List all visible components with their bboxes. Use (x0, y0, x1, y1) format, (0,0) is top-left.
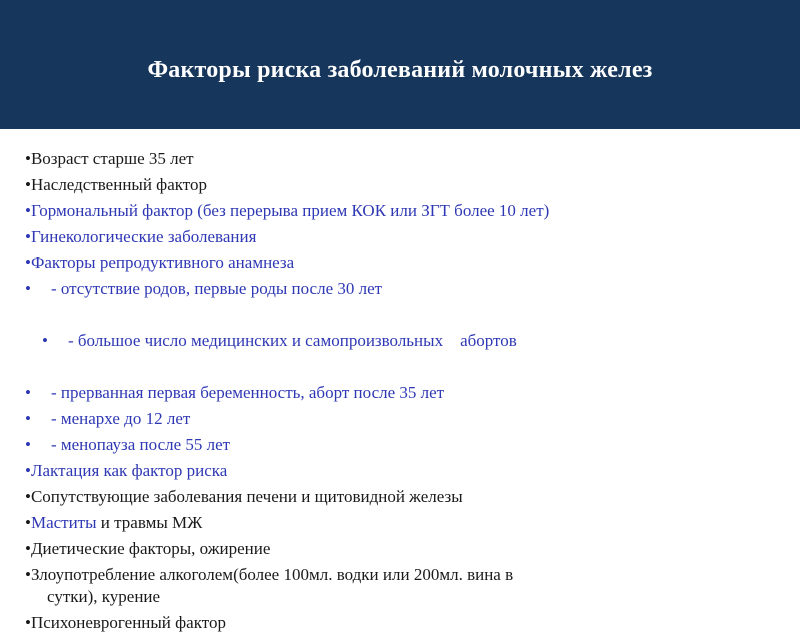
list-item-text: - прерванная первая беременность, аборт после 35 лет (50, 383, 445, 402)
list-item (25, 458, 785, 484)
list-item (25, 198, 785, 224)
slide-title: Факторы риска заболеваний молочных желез (147, 56, 653, 83)
list-item (25, 510, 785, 536)
list-item-text: - большое число медицинских и самопроизвольных абортов (67, 331, 517, 350)
list-item-text: Гинекологические заболевания (30, 227, 257, 246)
list-item (25, 380, 785, 406)
risk-factor-list (25, 146, 785, 636)
list-item-text: Психоневрогенный фактор (30, 613, 226, 632)
list-item-text: Факторы репродуктивного анамнеза (30, 253, 295, 272)
list-item-text: и травмы МЖ (96, 513, 203, 532)
bullet-icon: • (25, 513, 31, 532)
list-item (25, 276, 785, 302)
list-item (25, 172, 785, 198)
bullet-icon: • (25, 175, 31, 194)
bullet-icon: • (25, 149, 31, 168)
list-item (25, 224, 785, 250)
list-item (25, 146, 785, 172)
list-item-text: Сопутствующие заболевания печени и щитовидной железы (30, 487, 463, 506)
bullet-icon: • (25, 227, 31, 246)
list-item-text: Гормональный фактор (без перерыва прием КОК или ЗГТ более 10 лет) (30, 201, 550, 220)
list-item-text: Лактация как фактор риска (30, 461, 228, 480)
list-item-accent-text: Маститы (30, 513, 97, 532)
list-item-text: - менархе до 12 лет (50, 409, 191, 428)
list-item (25, 250, 785, 276)
bullet-icon: • (25, 565, 31, 584)
list-item-text-line1: Злоупотребление алкоголем(более 100мл. водки или 200мл. вина в (30, 565, 514, 584)
list-item (25, 432, 785, 458)
bullet-icon: • (25, 279, 31, 298)
list-item (25, 302, 785, 380)
list-item-text: - отсутствие родов, первые роды после 30 лет (50, 279, 383, 298)
list-item-text: Диетические факторы, ожирение (30, 539, 271, 558)
bullet-icon: • (25, 253, 31, 272)
bullet-icon: • (25, 487, 31, 506)
list-item-text: Возраст старше 35 лет (30, 149, 194, 168)
bullet-icon: • (25, 435, 31, 454)
list-item (25, 406, 785, 432)
list-item (25, 484, 785, 510)
bullet-icon: • (25, 409, 31, 428)
list-item-text-line2: сутки), курение (47, 587, 161, 606)
list-item (25, 610, 785, 636)
bullet-icon: • (25, 539, 31, 558)
list-item-text: - менопауза после 55 лет (50, 435, 231, 454)
list-item (25, 562, 705, 610)
bullet-icon: • (25, 201, 31, 220)
bullet-icon: • (25, 461, 31, 480)
bullet-icon: • (25, 613, 31, 632)
list-item-text: Наследственный фактор (30, 175, 207, 194)
bullet-icon: • (25, 383, 31, 402)
bullet-icon: • (42, 331, 48, 350)
list-item (25, 536, 785, 562)
